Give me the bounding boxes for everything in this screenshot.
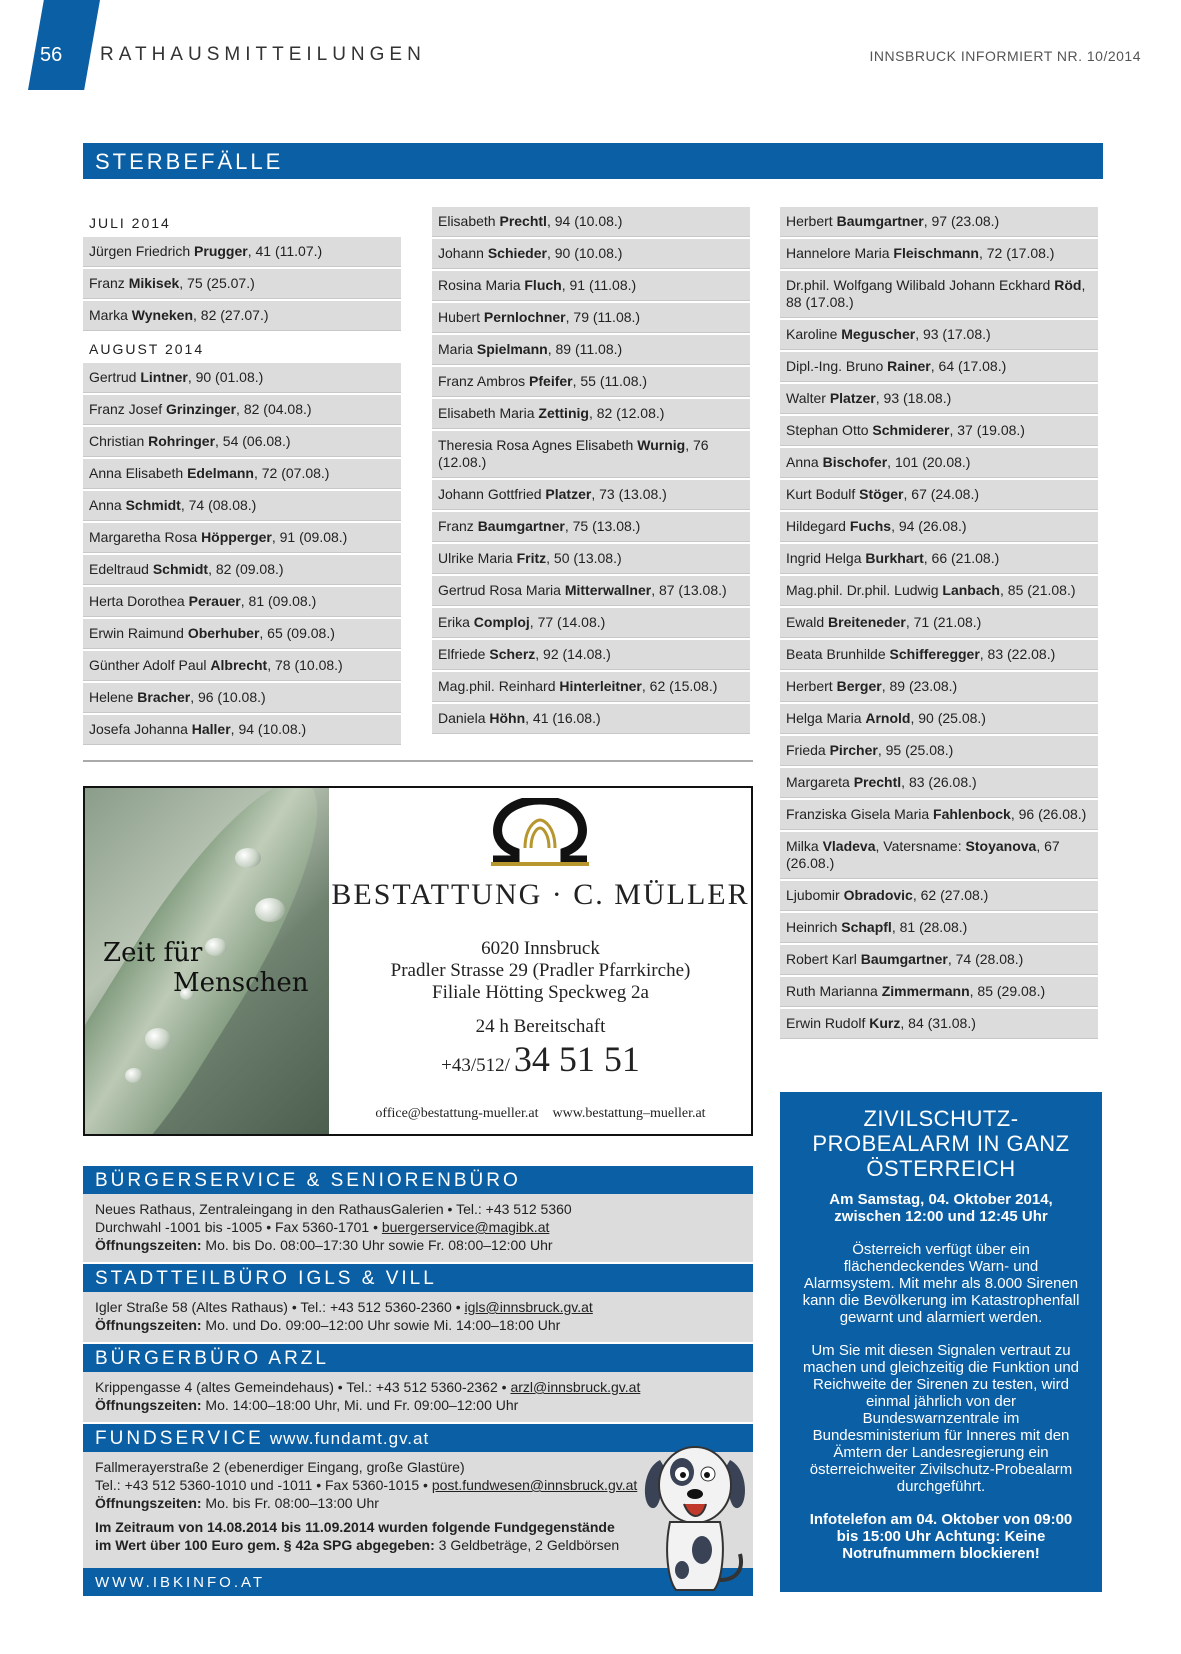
death-entry [780,544,1098,574]
page-number: 56 [40,44,63,66]
issue-label: INNSBRUCK INFORMIERT NR. 10/2014 [869,48,1141,64]
death-entry-details: , 41 (16.08.) [525,710,601,726]
death-entry [432,271,750,301]
death-entry-first-names: Kurt Bodulf [786,486,856,502]
death-entry-first-names: Robert Karl [786,951,857,967]
death-entry-first-names: Ingrid Helga [786,550,862,566]
death-entry-surname: Fritz [516,550,547,566]
death-entry-surname: Höpperger [201,529,272,545]
death-entry-first-names: Ljubomir [786,887,840,903]
death-entry-surname: Perauer [188,593,241,609]
death-entry-details: , 90 (10.08.) [546,245,623,261]
death-entry-first-names: Beata Brunhilde [786,646,886,662]
death-entry-surname: Bracher [137,689,191,705]
cartoon-dog-icon [640,1430,750,1594]
ad-company-name: BESTATTUNG · C. MÜLLER [331,878,750,911]
ad-availability: 24 h Bereitschaft [475,1016,606,1037]
death-entry-surname: Schmidt [125,497,181,513]
arzl-body [83,1372,753,1422]
death-entry [432,704,750,734]
death-entry-surname: Schapfl [841,919,892,935]
zivilschutz-date: Am Samstag, 04. Oktober 2014, zwischen 12:00 und 12:45 Uhr [829,1191,1053,1225]
death-entry-surname: Schieder [487,245,547,261]
death-entry-surname: Baumgartner [860,951,948,967]
death-entry-first-names: Gertrud Rosa Maria [438,582,561,598]
death-entry [780,977,1098,1007]
death-entry-first-names: Erwin Raimund [89,625,184,641]
death-entry-surname: Burkhart [865,550,924,566]
death-entry-first-names: Frieda [786,742,826,758]
death-entry-details: , 101 (20.08.) [887,454,971,470]
death-entry-details: , 96 (10.08.) [190,689,266,705]
death-entry-first-names: Margareta [786,774,850,790]
fundservice-email-link[interactable]: post.fundwesen@innsbruck.gv.at [431,1477,638,1493]
death-entry-surname: Haller [191,721,231,737]
death-entry-details: , 82 (04.08.) [236,401,312,417]
death-entry-surname: Hinterleitner [559,678,642,694]
death-entry-details: , 72 (07.08.) [253,465,330,481]
death-entry-details: , 62 (15.08.) [641,678,718,694]
zivilschutz-paragraph-2: Um Sie mit diesen Signalen vertraut zu machen und gleichzeitig die Funktion und Reichweite der Sirenen zu testen, wird einmal jährlich von der Bundeswarnzentrale im Bundesministerium für Inneres mit den Ämtern der Landesregierung ein österreichweiter Zivilschutz-Probealarm durchgeführt. [802,1342,1079,1495]
death-entry [83,237,401,267]
death-entry-surname: Höhn [489,710,526,726]
death-entry [432,672,750,702]
hours-value: Mo. bis Do. 08:00–17:30 Uhr sowie Fr. 08:00–12:00 Uhr [201,1237,553,1253]
death-entry-details: , 72 (17.08.) [978,245,1055,261]
ad-branch: Filiale Hötting Speckweg 2a [432,982,649,1003]
death-entry [83,363,401,393]
death-entry-surname: Bischofer [822,454,888,470]
death-entry-first-names: Franz [89,275,125,291]
death-entry-details: , 94 (10.08.) [546,213,623,229]
fundservice-site-link[interactable]: www.fundamt.gv.at [269,1429,430,1448]
death-entry-first-names: Hannelore Maria [786,245,890,261]
death-entry [432,399,750,429]
death-entry-details: , 79 (11.08.) [565,309,641,325]
death-entry-details: , 90 (25.08.) [910,710,986,726]
death-entry-details: , 62 (27.08.) [912,887,989,903]
death-entry-details: , 77 (14.08.) [529,614,606,630]
death-entry [432,576,750,606]
death-entry-first-names: Herta Dorothea [89,593,185,609]
death-entry [432,640,750,670]
death-entry [83,523,401,553]
death-entry-details: , 82 (09.08.) [208,561,284,577]
death-entry-first-names: Christian [89,433,145,449]
death-entry-details: , 74 (08.08.) [180,497,257,513]
death-entry [780,480,1098,510]
death-entry-surname: Stöger [859,486,904,502]
death-entry [432,303,750,333]
death-entry-surname: Platzer [545,486,592,502]
death-entry-first-names: Maria [438,341,474,357]
death-entry-details: , 55 (11.08.) [572,373,648,389]
section-title: RATHAUSMITTEILUNGEN [100,44,426,65]
footer-website[interactable]: WWW.IBKINFO.AT [83,1568,753,1596]
death-entry [780,768,1098,798]
buergerservice-heading: BÜRGERSERVICE & SENIORENBÜRO [83,1166,753,1194]
death-entry-details: , 95 (25.08.) [877,742,954,758]
hours-label: Öffnungszeiten: [95,1317,202,1333]
death-entry [780,1009,1098,1039]
death-entry-details: , 82 (12.08.) [588,405,665,421]
death-entry-first-names: Heinrich [786,919,838,935]
death-entry-surname: Fuchs [849,518,892,534]
death-entry-details: , 93 (18.08.) [875,390,952,406]
death-entry [432,608,750,638]
hours-value: Mo. bis Fr. 08:00–13:00 Uhr [201,1495,379,1511]
omega-logo-icon [485,798,595,868]
hours-label: Öffnungszeiten: [95,1237,202,1253]
hours-label: Öffnungszeiten: [95,1397,202,1413]
igls-hours [95,1316,741,1334]
death-entry [780,512,1098,542]
death-entry-first-names: Josefa Johanna [89,721,188,737]
death-entry-first-names: Daniela [438,710,486,726]
death-entry [432,544,750,574]
death-entry [432,207,750,237]
death-entry-first-names: Gertrud [89,369,137,385]
death-entry-surname: Meguscher [841,326,916,342]
buergerservice-address: Neues Rathaus, Zentraleingang in den RathausGalerien • Tel.: +43 512 5360 [95,1201,572,1217]
igls-email-link[interactable]: igls@innsbruck.gv.at [464,1299,593,1315]
death-entry-surname: Schmiderer [872,422,950,438]
death-entry-first-names: Franz Josef [89,401,163,417]
death-entry-first-names: Günther Adolf Paul [89,657,207,673]
buergerservice-contact [95,1218,741,1236]
death-entry [780,239,1098,269]
death-entry-details: , 64 (17.08.) [930,358,1007,374]
ad-city: 6020 Innsbruck [481,938,600,959]
fundservice-phone: Tel.: +43 512 5360-1010 und -1011 • Fax 5360-1015 • [95,1477,432,1493]
death-entry-details: , 81 (09.08.) [240,593,317,609]
death-entry-first-names: Elisabeth [438,213,496,229]
death-entry [83,715,401,745]
death-entry-details: , 94 (26.08.) [891,518,967,534]
ad-slogan-line1: Zeit für [103,938,203,968]
death-entry-surname: Prechtl [499,213,547,229]
death-entry-details: , 84 (31.08.) [900,1015,976,1031]
death-entry-first-names: Dr.phil. Wolfgang Wilibald Johann Eckhard [786,277,1051,293]
ad-text-block [330,788,751,1134]
death-entry-first-names: Johann [438,245,484,261]
igls-body [83,1292,753,1342]
death-entry-details: , 88 (17.08.) [786,277,1086,310]
death-entry [780,576,1098,606]
hours-label: Öffnungszeiten: [95,1495,202,1511]
igls-heading: STADTTEILBÜRO IGLS & VILL [83,1264,753,1292]
death-entry [83,587,401,617]
death-entry-surname: Spielmann [476,341,548,357]
death-entry-surname: Röd [1054,277,1082,293]
death-entry-first-names: Mag.phil. Reinhard [438,678,556,694]
death-entry [780,832,1098,879]
death-entry [780,416,1098,446]
arzl-hours [95,1396,741,1414]
death-entry-first-names: Dipl.-Ing. Bruno [786,358,884,374]
death-column-1 [83,207,401,747]
death-entry-first-names: Erika [438,614,470,630]
death-entry-surname: Mikisek [128,275,180,291]
death-entry-first-names: Hildegard [786,518,846,534]
death-entry-details: , 71 (21.08.) [905,614,982,630]
death-entry [780,881,1098,911]
death-entry-details: , 50 (13.08.) [546,550,622,566]
death-entry-surname: Berger [836,678,882,694]
death-entry-first-names: Hubert [438,309,481,325]
death-entry-surname: Comploj [473,614,530,630]
death-entry-first-names: Helga Maria [786,710,862,726]
death-entry-details: , 81 (28.08.) [891,919,968,935]
death-entry-details: , 66 (21.08.) [923,550,1000,566]
death-entry [780,672,1098,702]
death-entry [780,207,1098,237]
death-entry [432,239,750,269]
death-entry-first-names: Franz [438,518,474,534]
death-entry-details: , 89 (23.08.) [881,678,958,694]
death-entry-surname: Pircher [829,742,878,758]
death-entry-surname: Oberhuber [187,625,260,641]
death-entry-details: , 96 (26.08.) [1010,806,1087,822]
death-entry-surname: Platzer [829,390,876,406]
buergerservice-email-link[interactable]: buergerservice@magibk.at [381,1219,550,1235]
death-entry-first-names: Rosina Maria [438,277,521,293]
death-entry-surname: Albrecht [210,657,268,673]
death-entry-surname: Lanbach [942,582,1000,598]
death-entry-details: , 65 (09.08.) [259,625,335,641]
ad-slogan-line2: Menschen [173,968,309,998]
arzl-email-link[interactable]: arzl@innsbruck.gv.at [510,1379,641,1395]
death-entry-surname: Pernlochner [483,309,566,325]
notice-items: 3 Geldbeträge, 2 Geldbörsen [434,1537,620,1553]
death-entry [83,395,401,425]
hours-value: Mo. und Do. 09:00–12:00 Uhr sowie Mi. 14:00–18:00 Uhr [201,1317,561,1333]
death-entry-details: , 76 (12.08.) [438,437,709,470]
death-entry-first-names: Walter [786,390,826,406]
death-entry [780,800,1098,830]
zivilschutz-title: ZIVILSCHUTZ-PROBEALARM IN GANZ ÖSTERREICH [812,1106,1070,1181]
death-entry-surname: Wyneken [131,307,194,323]
death-entry-details: , Vatersname: [875,838,966,854]
death-entry-first-names: Helene [89,689,134,705]
death-entry [432,367,750,397]
death-entry-surname: Schmidt [152,561,209,577]
death-entry-surname: Rohringer [148,433,216,449]
zivilschutz-box [780,1092,1102,1592]
fundservice-title: FUNDSERVICE [95,1428,264,1449]
death-entry-details: , 74 (28.08.) [947,951,1024,967]
death-entry-first-names: Mag.phil. Dr.phil. Ludwig [786,582,939,598]
igls-address: Igler Straße 58 (Altes Rathaus) • Tel.: +43 512 5360-2360 • [95,1299,465,1315]
ad-street: Pradler Strasse 29 (Pradler Pfarrkirche) [390,960,691,981]
hours-value: Mo. 14:00–18:00 Uhr, Mi. und Fr. 09:00–12:00 Uhr [201,1397,519,1413]
death-entry [432,335,750,365]
ad-phone-prefix: +43/512/ [441,1055,510,1076]
death-entry [780,704,1098,734]
ad-photo-leaf [85,788,329,1134]
death-entry-surname: Zimmermann [881,983,970,999]
death-entry-first-names: Johann Gottfried [438,486,542,502]
buergerservice-hours [95,1236,741,1254]
zivilschutz-paragraph-1: Österreich verfügt über ein flächendeckendes Warn- und Alarmsystem. Mit mehr als 8.000 Sirenen kann die Bevölkerung im Katastrophenfall gewarnt und alarmiert werden. [802,1241,1080,1326]
death-entry-first-names: Edeltraud [89,561,149,577]
death-entry-surname: Grinzinger [166,401,237,417]
death-entry-first-names: Ulrike Maria [438,550,513,566]
death-entry [780,352,1098,382]
death-entry-details: , 85 (29.08.) [969,983,1046,999]
death-entry-details: , 90 (01.08.) [187,369,264,385]
death-entry [780,608,1098,638]
death-entry [780,640,1098,670]
month-label-july: JULI 2014 [83,207,401,237]
death-entry-details: , 91 (11.08.) [561,277,637,293]
death-entry [432,431,750,478]
death-entry-first-names: Franziska Gisela Maria [786,806,930,822]
zivilschutz-infotelefon: Infotelefon am 04. Oktober von 09:00 bis 15:00 Uhr Achtung: Keine Notrufnummern blockieren! [809,1511,1073,1562]
death-entry-details: , 41 (11.07.) [247,243,323,259]
death-entry-first-names: Anna Elisabeth [89,465,184,481]
ad-contacts [330,1106,751,1122]
death-entry [83,427,401,457]
death-entry-first-names: Ewald [786,614,825,630]
death-entry-details: , 92 (14.08.) [535,646,611,662]
death-entry [83,555,401,585]
death-entry [780,913,1098,943]
igls-contact [95,1298,741,1316]
death-entry-first-names: Anna [89,497,122,513]
death-entry-first-names: Stephan Otto [786,422,869,438]
death-entry-first-names: Herbert [786,678,833,694]
death-entry-details: , 89 (11.08.) [547,341,623,357]
death-entry-first-names: Anna [786,454,819,470]
death-entry-first-names: Elisabeth Maria [438,405,535,421]
death-entry [780,448,1098,478]
death-entry-surname: Prugger [194,243,248,259]
death-entry-surname: Wurnig [637,437,686,453]
death-entry-surname: Arnold [865,710,911,726]
death-entry [780,384,1098,414]
arzl-heading: BÜRGERBÜRO ARZL [83,1344,753,1372]
death-entry-details: , 94 (10.08.) [230,721,307,737]
death-entry-surname: Vladeva [822,838,876,854]
buergerservice-fax: Durchwahl -1001 bis -1005 • Fax 5360-1701 • [95,1219,382,1235]
death-entry-details: , 75 (25.07.) [179,275,255,291]
death-entry-surname: Baumgartner [836,213,924,229]
death-entry-surname: Scherz [489,646,536,662]
death-entry-details: , 37 (19.08.) [949,422,1025,438]
death-entry-first-names: Marka [89,307,128,323]
death-entry-surname: Obradovic [843,887,913,903]
death-entry [83,683,401,713]
page-number-tab [28,0,100,90]
death-entry-surname-2: Stoyanova [965,838,1037,854]
death-entry-details: , 82 (27.07.) [193,307,269,323]
death-entry-details-2: , 67 (26.08.) [786,838,1060,871]
death-entry-details: , 87 (13.08.) [651,582,727,598]
death-entry [780,320,1098,350]
death-entry [780,736,1098,766]
death-entry [432,512,750,542]
death-entry-details: , 83 (22.08.) [979,646,1056,662]
death-entry-details: , 78 (10.08.) [267,657,343,673]
death-entry-surname: Fluch [524,277,562,293]
death-entry-surname: Rainer [887,358,931,374]
death-entry [83,301,401,331]
death-entry-surname: Zettinig [538,405,589,421]
death-entry-first-names: Erwin Rudolf [786,1015,866,1031]
notice-line1: Im Zeitraum von 14.08.2014 bis 11.09.2014 wurden folgende Fundgegenstände [95,1519,615,1535]
death-entry-surname: Prechtl [853,774,902,790]
death-entry-surname: Lintner [140,369,188,385]
death-column-2 [432,207,750,736]
death-entry-details: , 83 (26.08.) [901,774,977,790]
death-entry-surname: Kurz [869,1015,901,1031]
ad-phone [330,1038,751,1080]
death-entry-details: , 75 (13.08.) [564,518,641,534]
death-entry-surname: Breiteneder [828,614,906,630]
death-entry-first-names: Theresia Rosa Agnes Elisabeth [438,437,634,453]
death-entry [83,651,401,681]
death-entry [83,459,401,489]
death-entry-details: , 67 (24.08.) [903,486,979,502]
death-entry-details: , 73 (13.08.) [591,486,667,502]
death-entry [83,619,401,649]
death-entry [432,480,750,510]
death-entry-first-names: Jürgen Friedrich [89,243,191,259]
death-entry-first-names: Franz Ambros [438,373,526,389]
notice-line2: im Wert über 100 Euro gem. § 42a SPG abgegeben: [95,1537,435,1553]
death-entry-surname: Fleischmann [893,245,979,261]
ad-email[interactable]: office@bestattung-mueller.at [375,1106,539,1121]
death-entry-surname: Edelmann [187,465,254,481]
death-entry-surname: Baumgartner [477,518,565,534]
death-column-3 [780,207,1098,1041]
death-entry-details: , 97 (23.08.) [923,213,1000,229]
death-entry-details: , 93 (17.08.) [915,326,991,342]
death-entry-first-names: Elfriede [438,646,486,662]
death-entry-details: , 54 (06.08.) [215,433,291,449]
fundservice-address: Fallmerayerstraße 2 (ebenerdiger Eingang, große Glastüre) [95,1459,465,1475]
death-entry-details: , 91 (09.08.) [271,529,348,545]
arzl-address: Krippengasse 4 (altes Gemeindehaus) • Tel.: +43 512 5360-2362 • [95,1379,511,1395]
death-entry-details: , 85 (21.08.) [1000,582,1076,598]
death-entry [83,491,401,521]
death-entry-surname: Fahlenbock [933,806,1011,822]
death-entry-first-names: Herbert [786,213,833,229]
month-label-august: AUGUST 2014 [83,333,401,363]
section-divider [83,760,753,762]
death-entry-surname: Mitterwallner [564,582,652,598]
death-entry [780,271,1098,318]
death-entry-first-names: Karoline [786,326,838,342]
death-entry-first-names: Ruth Marianna [786,983,878,999]
death-entry-first-names: Margaretha Rosa [89,529,198,545]
death-entry [780,945,1098,975]
death-entry [83,269,401,299]
ad-website[interactable]: www.bestattung–mueller.at [552,1106,706,1121]
death-entry-surname: Pfeifer [529,373,573,389]
death-entry-first-names: Milka [786,838,819,854]
ad-phone-main: 34 51 51 [513,1039,640,1079]
buergerservice-body [83,1194,753,1262]
arzl-contact [95,1378,741,1396]
death-entry-surname: Schifferegger [889,646,980,662]
sterbefaelle-heading: STERBEFÄLLE [83,143,1103,179]
